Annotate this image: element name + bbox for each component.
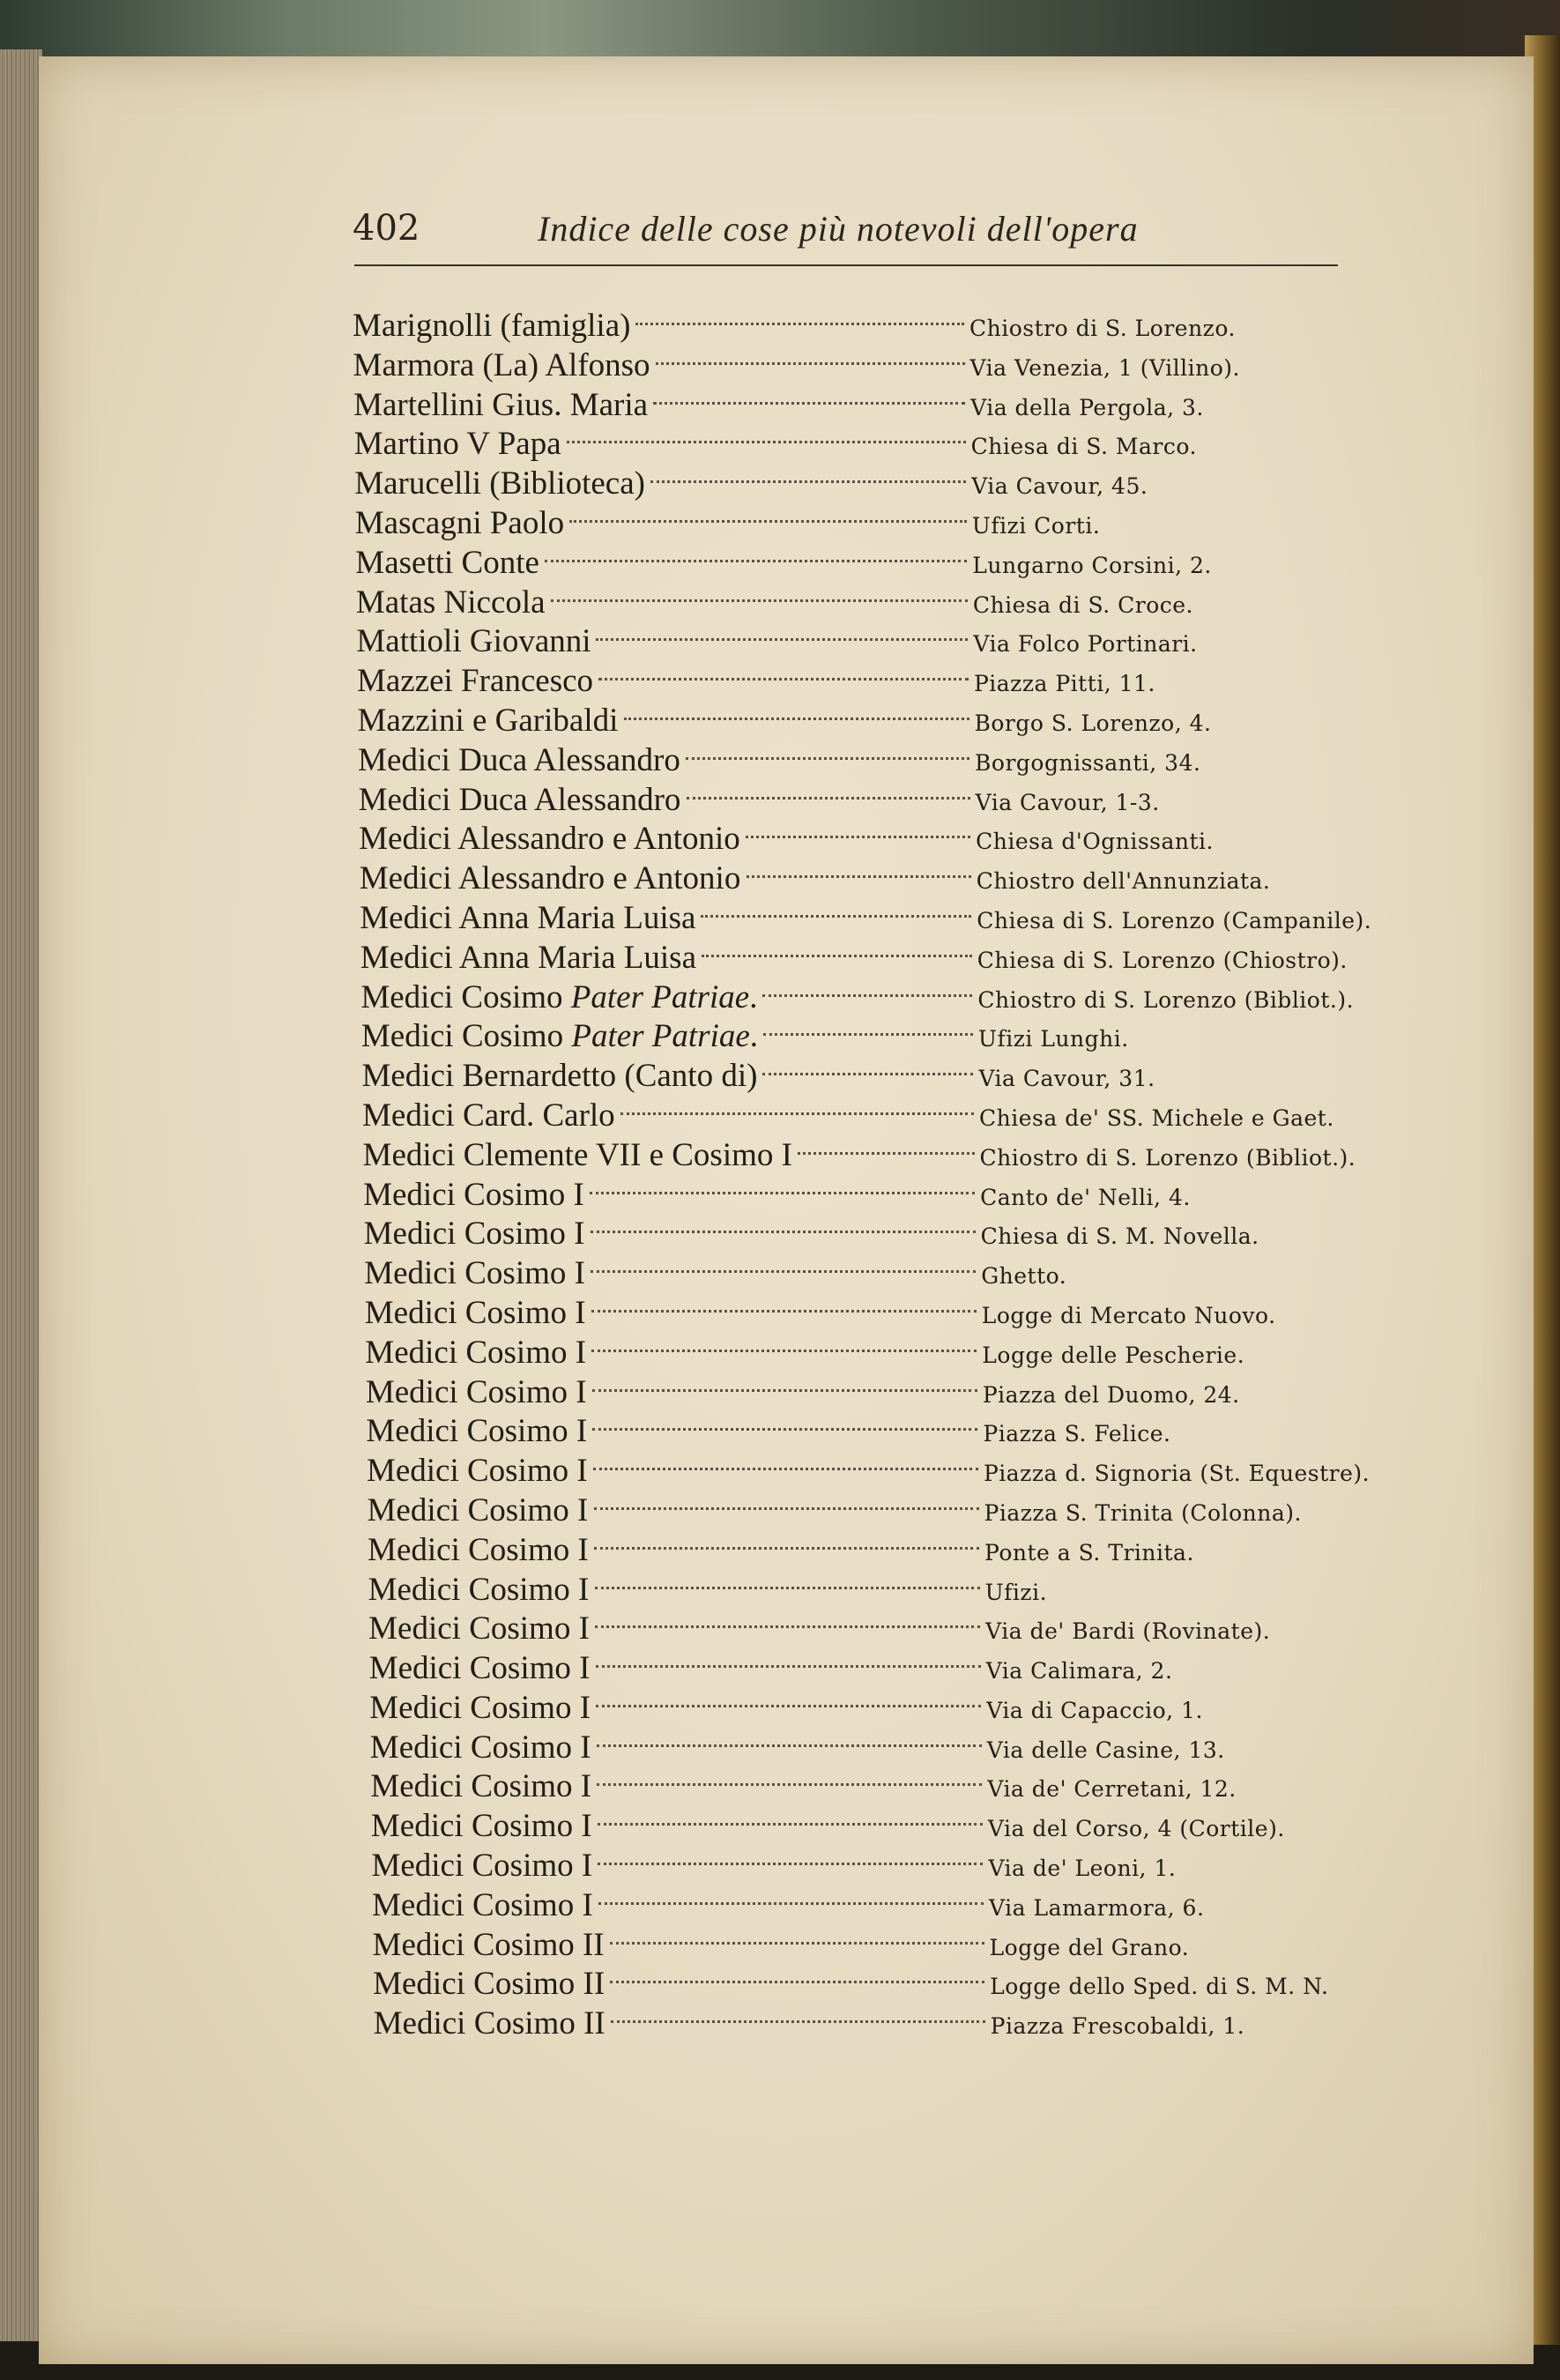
entry-name: Mazzei Francesco <box>356 663 594 700</box>
dot-leader <box>653 397 965 405</box>
dot-leader <box>592 1384 977 1392</box>
entry-name: Medici Cosimo I <box>371 1848 593 1885</box>
entry-location: Via della Pergola, 3. <box>970 394 1204 420</box>
entry-name: Medici Alessandro e Antonio <box>359 860 741 897</box>
entry-name: Martellini Gius. Maria <box>353 386 649 423</box>
index-entry <box>368 1571 1410 1610</box>
index-entry <box>368 1491 1411 1531</box>
entry-name: Medici Duca Alessandro <box>358 741 680 778</box>
entry-location: Chiesa di S. M. Novella. <box>980 1223 1259 1250</box>
background-strip <box>0 0 1560 58</box>
index-entry <box>360 939 1410 978</box>
dot-leader <box>624 712 969 720</box>
dot-leader <box>747 870 971 878</box>
entry-name: Masetti Conte <box>355 544 539 581</box>
index-entry <box>353 307 1410 346</box>
entry-location: Lungarno Corsini, 2. <box>972 552 1212 578</box>
entry-location: Chiesa di S. Croce. <box>972 591 1193 618</box>
dot-leader <box>702 949 972 957</box>
dot-leader <box>597 1739 982 1747</box>
entry-name: Medici Cosimo I <box>363 1176 584 1213</box>
dot-leader <box>701 910 971 918</box>
index-entry <box>354 425 1410 465</box>
entry-location: Chiesa d'Ognissanti. <box>976 829 1214 855</box>
dot-leader <box>762 1067 973 1075</box>
index-entry <box>354 465 1410 504</box>
dot-leader <box>596 633 968 641</box>
entry-name: Medici Cosimo Pater Patriae. <box>360 978 758 1015</box>
entry-location: Via Cavour, 1-3. <box>975 789 1160 815</box>
index-list <box>353 307 1410 2044</box>
entry-name: Medici Cosimo I <box>370 1768 592 1805</box>
index-entry <box>359 781 1410 821</box>
page-number: 402 <box>353 208 420 249</box>
entry-location: Via Lamarmora, 6. <box>989 1894 1205 1921</box>
entry-location: Piazza Pitti, 11. <box>973 671 1155 697</box>
entry-name: Medici Cosimo I <box>369 1689 591 1726</box>
entry-location: Via di Capaccio, 1. <box>986 1697 1203 1723</box>
index-entry <box>374 2004 1410 2044</box>
dot-leader <box>610 1937 984 1945</box>
entry-location: Via de' Cerretani, 12. <box>987 1776 1237 1803</box>
dot-leader <box>598 673 969 681</box>
entry-location: Via de' Bardi (Rovinate). <box>985 1618 1271 1645</box>
dot-leader <box>598 1818 983 1826</box>
entry-location: Piazza S. Trinita (Colonna). <box>984 1499 1302 1526</box>
entry-location: Logge del Grano. <box>989 1934 1190 1960</box>
entry-location: Via Cavour, 31. <box>978 1066 1155 1092</box>
dot-leader <box>746 830 970 838</box>
index-entry <box>363 1136 1410 1176</box>
page-header <box>353 203 1340 256</box>
entry-name: Martino V Papa <box>353 426 561 463</box>
entry-name: Matas Niccola <box>355 584 546 621</box>
entry-name: Marmora (La) Alfonso <box>353 346 650 383</box>
entry-name: Medici Card. Carlo <box>362 1097 615 1134</box>
dot-leader <box>763 1028 973 1036</box>
entry-location: Ghetto. <box>981 1263 1067 1290</box>
index-entry <box>368 1531 1410 1571</box>
dot-leader <box>594 1542 979 1550</box>
index-entry <box>361 1057 1410 1097</box>
entry-name: Medici Cosimo I <box>368 1650 591 1687</box>
entry-name: Medici Cosimo II <box>373 1966 605 2003</box>
index-entry <box>369 1649 1410 1689</box>
entry-location: Via Cavour, 45. <box>971 473 1148 500</box>
entry-location: Piazza d. Signoria (St. Equestre). <box>983 1461 1371 1487</box>
entry-name: Mattioli Giovanni <box>356 623 591 660</box>
index-entry <box>362 1097 1410 1136</box>
entry-name: Medici Cosimo I <box>363 1216 585 1253</box>
entry-location: Ponte a S. Trinita. <box>984 1539 1194 1566</box>
index-entry <box>371 1807 1410 1847</box>
entry-name: Medici Anna Maria Luisa <box>360 939 696 976</box>
index-entry <box>369 1689 1410 1729</box>
dot-leader <box>591 1265 976 1273</box>
index-entry <box>356 584 1410 623</box>
entry-name: Medici Cosimo I <box>368 1571 590 1608</box>
entry-name: Medici Cosimo I <box>367 1491 589 1528</box>
entry-location: Ufizi Corti. <box>971 512 1101 539</box>
entry-location: Chiostro di S. Lorenzo (Bibliot.). <box>977 986 1355 1013</box>
entry-location: Logge dello Sped. di S. M. N. <box>990 1974 1329 2000</box>
dot-leader <box>592 1423 977 1431</box>
dot-leader <box>598 1897 984 1905</box>
dot-leader <box>610 1975 984 1983</box>
index-entry <box>370 1729 1410 1768</box>
entry-location: Via de' Leoni, 1. <box>988 1856 1177 1882</box>
entry-name: Marignolli (famiglia) <box>353 308 631 344</box>
entry-name: Medici Cosimo I <box>365 1334 587 1371</box>
entry-name: Mascagni Paolo <box>354 504 565 541</box>
entry-location: Borgognissanti, 34. <box>975 749 1201 776</box>
index-entry <box>372 1886 1410 1926</box>
entry-location: Piazza del Duomo, 24. <box>982 1381 1240 1408</box>
index-entry <box>373 1926 1410 1966</box>
entry-name: Medici Cosimo I <box>364 1294 586 1331</box>
entry-name: Medici Cosimo I <box>365 1373 587 1410</box>
entry-location: Logge di Mercato Nuovo. <box>981 1302 1276 1328</box>
index-entry <box>365 1294 1410 1334</box>
running-title: Indice delle cose più notevoli dell'opera <box>538 209 1139 249</box>
dot-leader <box>591 1305 977 1313</box>
index-entry <box>370 1767 1410 1807</box>
entry-name: Medici Cosimo I <box>368 1531 589 1568</box>
index-entry <box>366 1373 1410 1413</box>
entry-name: Medici Anna Maria Luisa <box>360 899 696 936</box>
entry-location: Piazza Frescobaldi, 1. <box>990 2013 1245 2040</box>
index-entry <box>367 1452 1410 1491</box>
entry-location: Ufizi Lunghi. <box>977 1026 1129 1052</box>
dot-leader <box>686 752 969 760</box>
index-entry <box>358 702 1411 741</box>
dot-leader <box>569 515 967 523</box>
index-entry <box>365 1334 1410 1373</box>
entry-name: Marucelli (Biblioteca) <box>354 465 645 502</box>
index-entry <box>353 386 1410 426</box>
index-entry <box>355 504 1410 544</box>
index-entry <box>356 622 1410 662</box>
entry-name: Medici Cosimo I <box>366 1453 588 1490</box>
entry-location: Piazza S. Felice. <box>983 1421 1171 1447</box>
entry-name: Medici Cosimo I <box>369 1729 591 1766</box>
dot-leader <box>594 1502 979 1510</box>
index-entry <box>371 1847 1410 1886</box>
dot-leader <box>656 357 965 365</box>
entry-name: Medici Cosimo Pater Patriae. <box>360 1018 759 1055</box>
entry-location: Via del Corso, 4 (Cortile). <box>987 1816 1285 1842</box>
entry-name: Medici Cosimo II <box>372 1926 605 1963</box>
entry-name: Medici Cosimo I <box>366 1413 588 1450</box>
index-entry <box>358 741 1410 781</box>
entry-name: Medici Cosimo I <box>368 1610 590 1647</box>
entry-location: Chiesa di S. Marco. <box>970 434 1197 460</box>
entry-location: Via Calimara, 2. <box>985 1658 1173 1685</box>
dot-leader <box>687 792 970 800</box>
entry-location: Ufizi. <box>984 1579 1048 1605</box>
dot-leader <box>650 475 966 483</box>
dot-leader <box>596 1660 981 1668</box>
index-entry <box>373 1965 1410 2004</box>
dot-leader <box>551 594 968 602</box>
dot-leader <box>595 1581 980 1589</box>
index-entry <box>360 899 1410 939</box>
index-entry <box>366 1412 1410 1452</box>
entry-location: Chiesa di S. Lorenzo (Campanile). <box>977 907 1372 933</box>
dot-leader <box>635 317 964 325</box>
book-page-edges <box>0 49 42 2341</box>
dot-leader <box>620 1107 974 1115</box>
entry-name: Mazzini e Garibaldi <box>357 702 619 739</box>
entry-location: Via Folco Portinari. <box>973 631 1198 658</box>
dot-leader <box>596 1699 981 1707</box>
index-entry <box>357 662 1410 702</box>
dot-leader <box>591 1344 977 1352</box>
index-entry <box>364 1254 1410 1294</box>
index-entry <box>363 1176 1410 1216</box>
entry-location: Chiostro dell'Annunziata. <box>976 868 1271 895</box>
entry-location: Borgo S. Lorenzo, 4. <box>974 710 1212 736</box>
dot-leader <box>598 1857 983 1865</box>
index-entry <box>355 544 1410 584</box>
entry-location: Chiesa de' SS. Michele e Gaet. <box>979 1104 1334 1131</box>
dot-leader <box>545 554 967 562</box>
entry-location: Chiesa di S. Lorenzo (Chiostro). <box>977 947 1348 973</box>
index-entry <box>360 859 1410 899</box>
entry-name: Medici Cosimo I <box>372 1886 593 1923</box>
index-entry <box>360 978 1410 1018</box>
index-entry <box>359 820 1410 859</box>
dot-leader <box>590 1186 975 1194</box>
entry-name: Medici Cosimo I <box>370 1808 592 1845</box>
entry-location: Via delle Casine, 13. <box>986 1737 1225 1763</box>
dot-leader <box>567 435 966 443</box>
entry-location: Chiostro di S. Lorenzo. <box>969 316 1236 341</box>
dot-leader <box>611 2015 985 2023</box>
entry-name: Medici Alessandro e Antonio <box>359 821 740 858</box>
entry-name: Medici Bernardetto (Canto di) <box>361 1058 758 1095</box>
dot-leader <box>591 1225 976 1233</box>
dot-leader <box>593 1462 978 1470</box>
header-rule <box>354 264 1338 266</box>
index-entry <box>361 1017 1410 1057</box>
entry-name: Medici Cosimo II <box>373 2005 605 2042</box>
entry-name: Medici Cosimo I <box>364 1255 585 1292</box>
entry-name: Medici Duca Alessandro <box>358 781 681 818</box>
index-entry <box>353 346 1410 386</box>
dot-leader <box>597 1778 982 1786</box>
dot-leader <box>798 1147 975 1155</box>
entry-location: Chiostro di S. Lorenzo (Bibliot.). <box>979 1144 1356 1171</box>
entry-location: Logge delle Pescherie. <box>982 1342 1245 1368</box>
entry-location: Canto de' Nelli, 4. <box>980 1184 1191 1210</box>
entry-name: Medici Clemente VII e Cosimo I <box>362 1136 792 1173</box>
dot-leader <box>762 989 972 997</box>
index-entry <box>364 1215 1410 1254</box>
dot-leader <box>595 1620 980 1628</box>
index-entry <box>368 1610 1410 1649</box>
entry-location: Via Venezia, 1 (Villino). <box>969 354 1240 381</box>
